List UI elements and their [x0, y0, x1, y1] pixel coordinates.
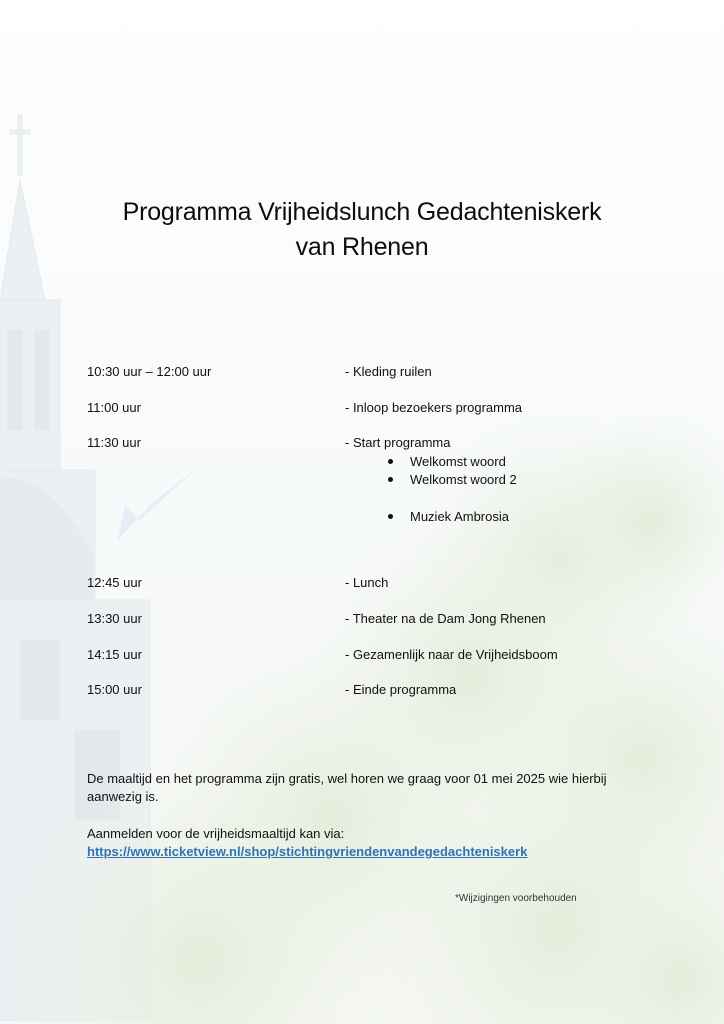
bullet-icon	[388, 514, 393, 519]
bullet-icon	[388, 459, 393, 464]
signup-label: Aanmelden voor de vrijheidsmaaltijd kan via:	[87, 826, 345, 841]
program-item-label: Welkomst woord	[410, 454, 506, 469]
title-line-1: Programma Vrijheidslunch Gedachteniskerk	[122, 198, 602, 226]
schedule-time: 13:30 uur	[87, 611, 142, 626]
schedule-desc: - Lunch	[345, 575, 389, 590]
info-line-1: De maaltijd en het programma zijn gratis, wel horen we graag voor 01 mei 2025 wie hierbij	[87, 771, 607, 786]
schedule-time: 15:00 uur	[87, 682, 142, 697]
schedule-desc: - Theater na de Dam Jong Rhenen	[345, 611, 546, 626]
program-item-label: Muziek Ambrosia	[410, 509, 509, 524]
schedule-desc: - Gezamenlijk naar de Vrijheidsboom	[345, 647, 558, 662]
signup-link[interactable]: https://www.ticketview.nl/shop/stichtingvriendenvandegedachteniskerk	[87, 844, 528, 859]
schedule-time: 10:30 uur – 12:00 uur	[87, 364, 212, 379]
schedule-desc: - Kleding ruilen	[345, 364, 432, 379]
schedule-desc: - Start programma	[345, 435, 451, 450]
schedule-time: 12:45 uur	[87, 575, 142, 590]
schedule-desc: - Einde programma	[345, 682, 457, 697]
changes-note: *Wijzigingen voorbehouden	[455, 893, 577, 904]
info-line-2: aanwezig is.	[87, 789, 159, 804]
bullet-icon	[388, 477, 393, 482]
info-paragraph	[87, 770, 647, 806]
schedule-time: 11:30 uur	[87, 435, 141, 450]
title-line-2: van Rhenen	[295, 233, 429, 261]
program-item-label: Welkomst woord 2	[410, 472, 517, 487]
schedule-time: 14:15 uur	[87, 647, 142, 662]
schedule-time: 11:00 uur	[87, 400, 141, 415]
signup-paragraph	[87, 825, 647, 861]
page-title	[60, 195, 664, 265]
schedule-desc: - Inloop bezoekers programma	[345, 400, 523, 415]
